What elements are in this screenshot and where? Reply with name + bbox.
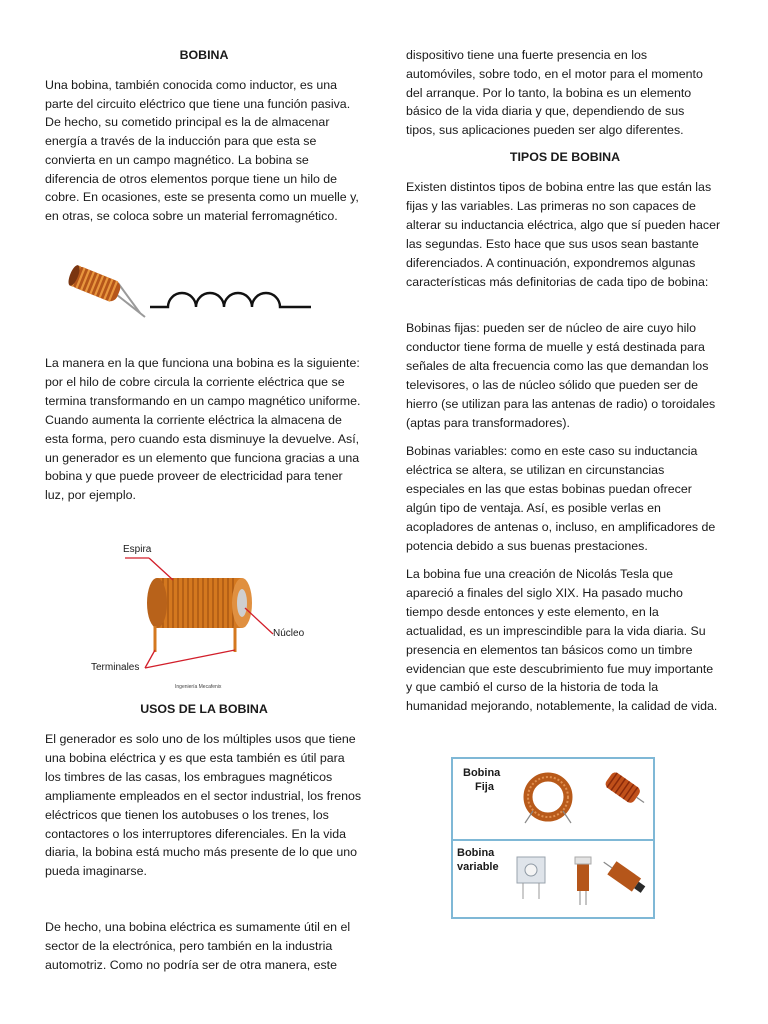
label-nucleo: Núcleo bbox=[273, 628, 305, 639]
label-terminales: Terminales bbox=[91, 662, 140, 673]
coil-photo bbox=[60, 255, 155, 325]
diagram-credit: Ingeniería Mecafenix bbox=[175, 684, 222, 690]
continued-paragraph: dispositivo tiene una fuerte presencia en los automóviles, sobre todo, en el motor para el momento del arranque. Por lo tanto, la bobina es un elemento básico de la vida diaria y que, dependiendo de sus tipos, sus aplicaciones pueden ser algo diferentes. bbox=[406, 48, 703, 138]
variable-coils-paragraph: Bobinas variables: como en este caso su inductancia eléctrica se altera, se utilizan en circunstancias especiales en las que estas bobinas puedan ofrecer algún tipo de ventaja. Así, es posible verlas en acopladores de antenas o, incluso, en amplificadores de potencia debido a sus buenas prestaciones. bbox=[406, 444, 716, 553]
label-espira: Espira bbox=[123, 544, 152, 555]
uses-paragraph: El generador es solo uno de los múltiples usos que tiene una bobina eléctrica y es que esta también es útil para los timbres de las casas, los embragues magnéticos ampliamente empleados en el sector industrial, los frenos eléctricos que tienen los autobuses o los trenes, los contactores o los interruptores diferenciales. En la vida diaria, la bobina está mucho más presente de lo que uno pueda imaginarse. bbox=[45, 732, 362, 879]
coil-types-figure bbox=[451, 757, 655, 919]
coil-diagram bbox=[85, 540, 345, 695]
section-heading-usos: USOS DE LA BOBINA bbox=[140, 702, 268, 716]
page-title: BOBINA bbox=[179, 48, 229, 62]
fixed-coils-paragraph: Bobinas fijas: pueden ser de núcleo de aire cuyo hilo conductor tiene forma de muelle y está destinada para señales de alta frecuencia como las que demandan los televisores, o las de núcleo sólido que pueden ser de hierro (se utilizan para las antenas de radio) o toroidales (aptas para transformadores). bbox=[406, 321, 716, 430]
label-bobina-variable-1: Bobina bbox=[457, 847, 495, 859]
label-bobina-variable-2: variable bbox=[457, 861, 499, 873]
function-paragraph: La manera en la que funciona una bobina es la siguiente: por el hilo de cobre circula la corriente eléctrica que se termina transformando en un campo magnético uniforme. Cuando aumenta la corriente eléctrica la almacena de esta forma, pero cuando esta disminuye la devuelve. Así, un generador es un elemento que funciona gracias a una bobina y que puede proveer de electricidad para tener luz, por ejemplo. bbox=[45, 356, 361, 503]
electronics-paragraph: De hecho, una bobina eléctrica es sumamente útil en el sector de la electrónica, pero también en la industria automotriz. Como no podría ser de otra manera, este bbox=[45, 920, 351, 972]
label-bobina-fija-1: Bobina bbox=[463, 767, 501, 779]
label-bobina-fija-2: Fija bbox=[475, 781, 494, 793]
section-heading-tipos: TIPOS DE BOBINA bbox=[509, 150, 621, 164]
types-paragraph: Existen distintos tipos de bobina entre las que están las fijas y las variables. Las primeras no son capaces de alterar su inductancia eléctrica, algo que sí pueden hacer las segundas. Esto hace que sus usos sean bastante diferenciados. A continuación, expondremos algunas características más definitorias de cada tipo de bobina: bbox=[406, 180, 721, 289]
inductor-symbol bbox=[148, 285, 313, 311]
intro-paragraph: Una bobina, también conocida como inductor, es una parte del circuito eléctrico que tiene una función pasiva. De hecho, su cometido principal es la de almacenar energía a través de la inducción para que esta se convierta en un campo magnético. La bobina se diferencia de otros elementos porque tiene un hilo de cobre. En ocasiones, este se presenta como un muelle y, en otras, se coloca sobre un material ferromagnético. bbox=[45, 78, 359, 223]
tesla-paragraph: La bobina fue una creación de Nicolás Tesla que apareció a finales del siglo XIX. Ha pasado mucho tiempo desde entonces y este elemento, en la actualidad, es un imprescindible para la vida diaria. Su presencia en elementos tan básicos como un timbre evidencian que este descubrimiento fue muy importante y que cambió el curso de la historia de toda la humanidad mejorando, notablemente, la calidad de vida. bbox=[406, 567, 718, 714]
